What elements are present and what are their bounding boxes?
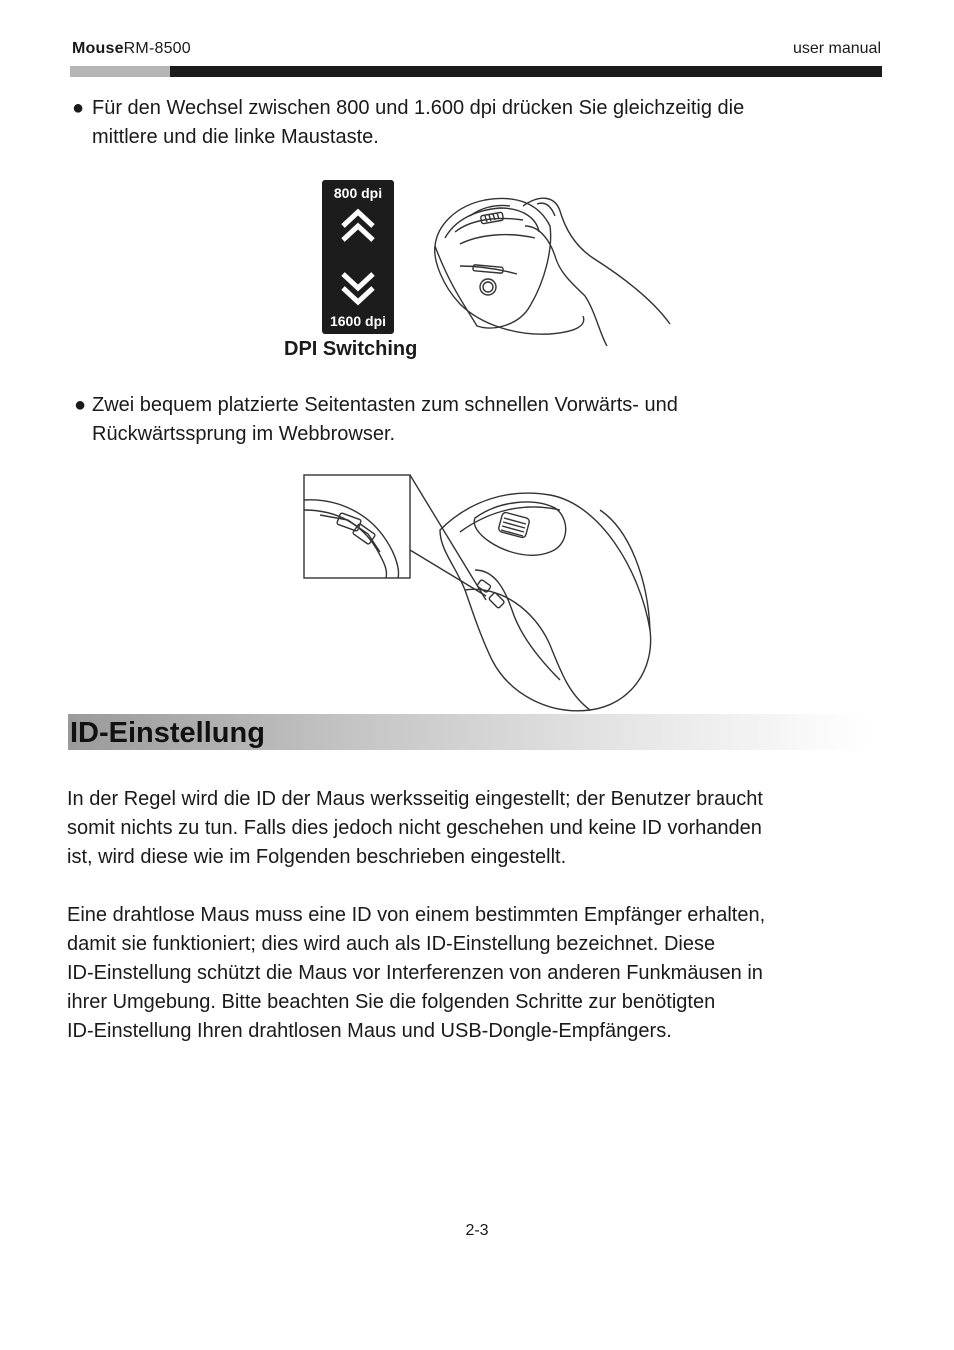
bullet-icon: ● bbox=[72, 97, 85, 119]
dpi-indicator-panel bbox=[322, 180, 394, 334]
bullet-line: mittlere und die linke Maustaste. bbox=[92, 126, 379, 148]
dpi-1600-label: 1600 dpi bbox=[329, 313, 387, 329]
dpi-caption: DPI Switching bbox=[284, 338, 418, 360]
header-brand bbox=[72, 40, 191, 58]
paragraph-line: In der Regel wird die ID der Maus werksseitig eingestellt; der Benutzer braucht bbox=[67, 788, 763, 810]
section-title: ID-Einstellung bbox=[70, 717, 265, 749]
paragraph-line: ID-Einstellung Ihren drahtlosen Maus und USB-Dongle-Empfängers. bbox=[67, 1020, 672, 1042]
hand-on-mouse-illustration bbox=[425, 186, 680, 351]
page-number: 2-3 bbox=[465, 1222, 489, 1239]
paragraph-line: Eine drahtlose Maus muss eine ID von einem bestimmten Empfänger erhalten, bbox=[67, 904, 766, 926]
paragraph-line: ID-Einstellung schützt die Maus vor Interferenzen von anderen Funkmäusen in bbox=[67, 962, 763, 984]
bullet-line: Zwei bequem platzierte Seitentasten zum schnellen Vorwärts- und bbox=[92, 394, 678, 416]
paragraph-id-details bbox=[67, 901, 765, 1046]
header-manual-label: user manual bbox=[792, 40, 881, 57]
dpi-800-label: 800 dpi bbox=[333, 185, 383, 201]
paragraph-line: ist, wird diese wie im Folgenden beschrieben eingestellt. bbox=[67, 846, 567, 868]
paragraph-line: somit nichts zu tun. Falls dies jedoch nicht geschehen und keine ID vorhanden bbox=[67, 817, 762, 839]
paragraph-line: ihrer Umgebung. Bitte beachten Sie die folgenden Schritte zur benötigten bbox=[67, 991, 716, 1013]
header-divider-accent bbox=[70, 66, 170, 77]
paragraph-id-intro bbox=[67, 785, 763, 872]
chevron-down-icon bbox=[338, 268, 378, 308]
chevron-up-icon bbox=[338, 206, 378, 246]
brand-name: Mouse bbox=[72, 40, 124, 57]
paragraph-line: damit sie funktioniert; dies wird auch als ID-Einstellung bezeichnet. Diese bbox=[67, 933, 716, 955]
bullet-icon: ● bbox=[74, 394, 87, 416]
mouse-side-buttons-illustration bbox=[300, 470, 660, 715]
header-divider-bar bbox=[70, 66, 882, 77]
model-number: RM-8500 bbox=[123, 40, 191, 57]
bullet-line: Für den Wechsel zwischen 800 und 1.600 dpi drücken Sie gleichzeitig die bbox=[92, 97, 745, 119]
bullet-line: Rückwärtssprung im Webbrowser. bbox=[92, 423, 396, 445]
